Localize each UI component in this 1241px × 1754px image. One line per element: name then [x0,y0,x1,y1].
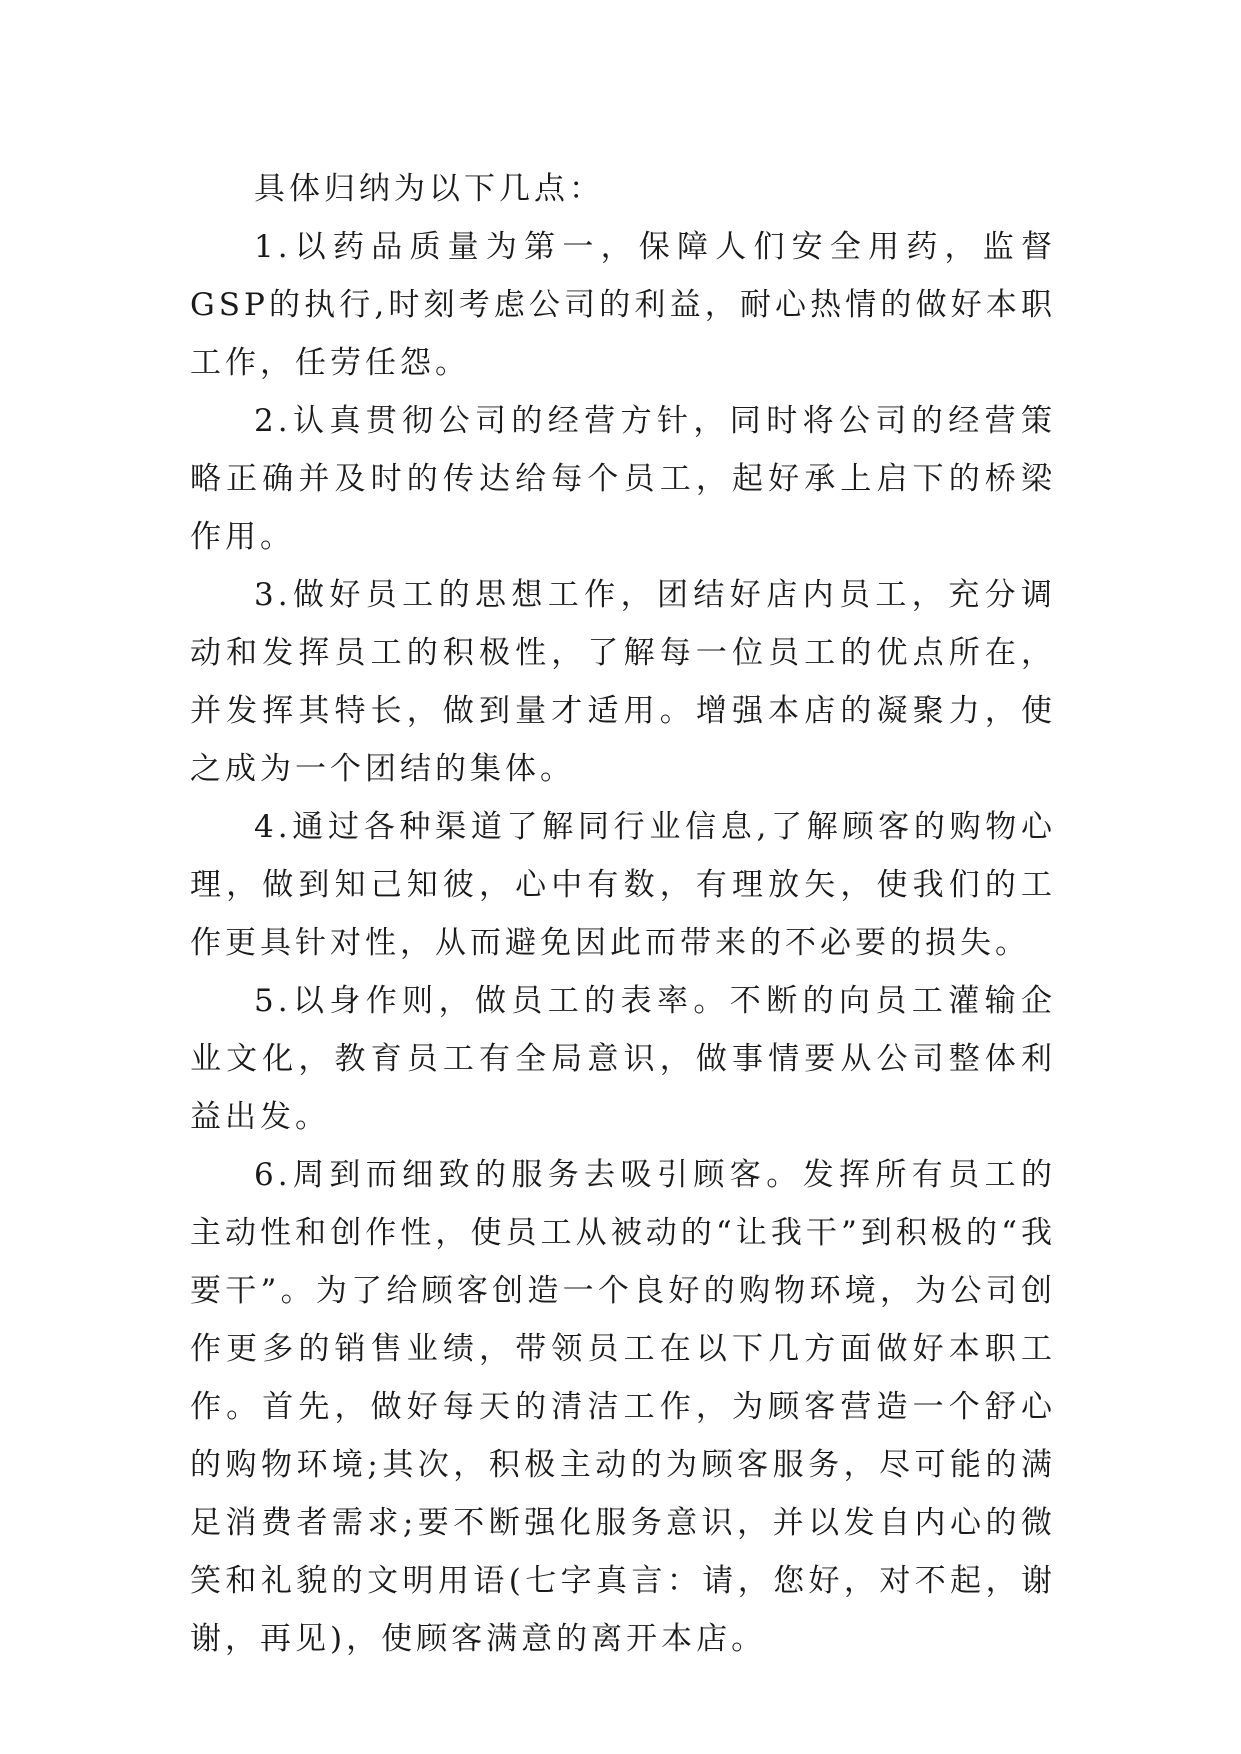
point-5-paragraph: 5.以身作则，做员工的表率。不断的向员工灌输企业文化，教育员工有全局意识，做事情要从公司整体利益出发。 [190,983,1056,1135]
intro-paragraph: 具体归纳为以下几点： [254,171,604,207]
point-6-paragraph: 6.周到而细致的服务去吸引顾客。发挥所有员工的主动性和创作性，使员工从被动的“让我干”到积极的“我要干”。为了给顾客创造一个良好的购物环境，为公司创作更多的销售业绩，带领员工在以下几方面做好本职工作。首先，做好每天的清洁工作，为顾客营造一个舒心的购物环境;其次，积极主动的为顾客服务，尽可能的满足消费者需求;要不断强化服务意识，并以发自内心的微笑和礼貌的文明用语(七字真言：请，您好，对不起，谢谢，再见)，使顾客满意的离开本店。 [190,1157,1056,1657]
document-body [190,160,1056,1668]
point-2-paragraph: 2.认真贯彻公司的经营方针，同时将公司的经营策略正确并及时的传达给每个员工，起好承上启下的桥梁作用。 [190,403,1056,555]
point-4-paragraph: 4.通过各种渠道了解同行业信息,了解顾客的购物心理，做到知己知彼，心中有数，有理放矢，使我们的工作更具针对性，从而避免因此而带来的不必要的损失。 [190,809,1056,961]
point-3-paragraph: 3.做好员工的思想工作，团结好店内员工，充分调动和发挥员工的积极性，了解每一位员工的优点所在，并发挥其特长，做到量才适用。增强本店的凝聚力，使之成为一个团结的集体。 [190,577,1056,787]
point-1-paragraph: 1.以药品质量为第一，保障人们安全用药，监督GSP的执行,时刻考虑公司的利益，耐心热情的做好本职工作，任劳任怨。 [190,229,1056,381]
